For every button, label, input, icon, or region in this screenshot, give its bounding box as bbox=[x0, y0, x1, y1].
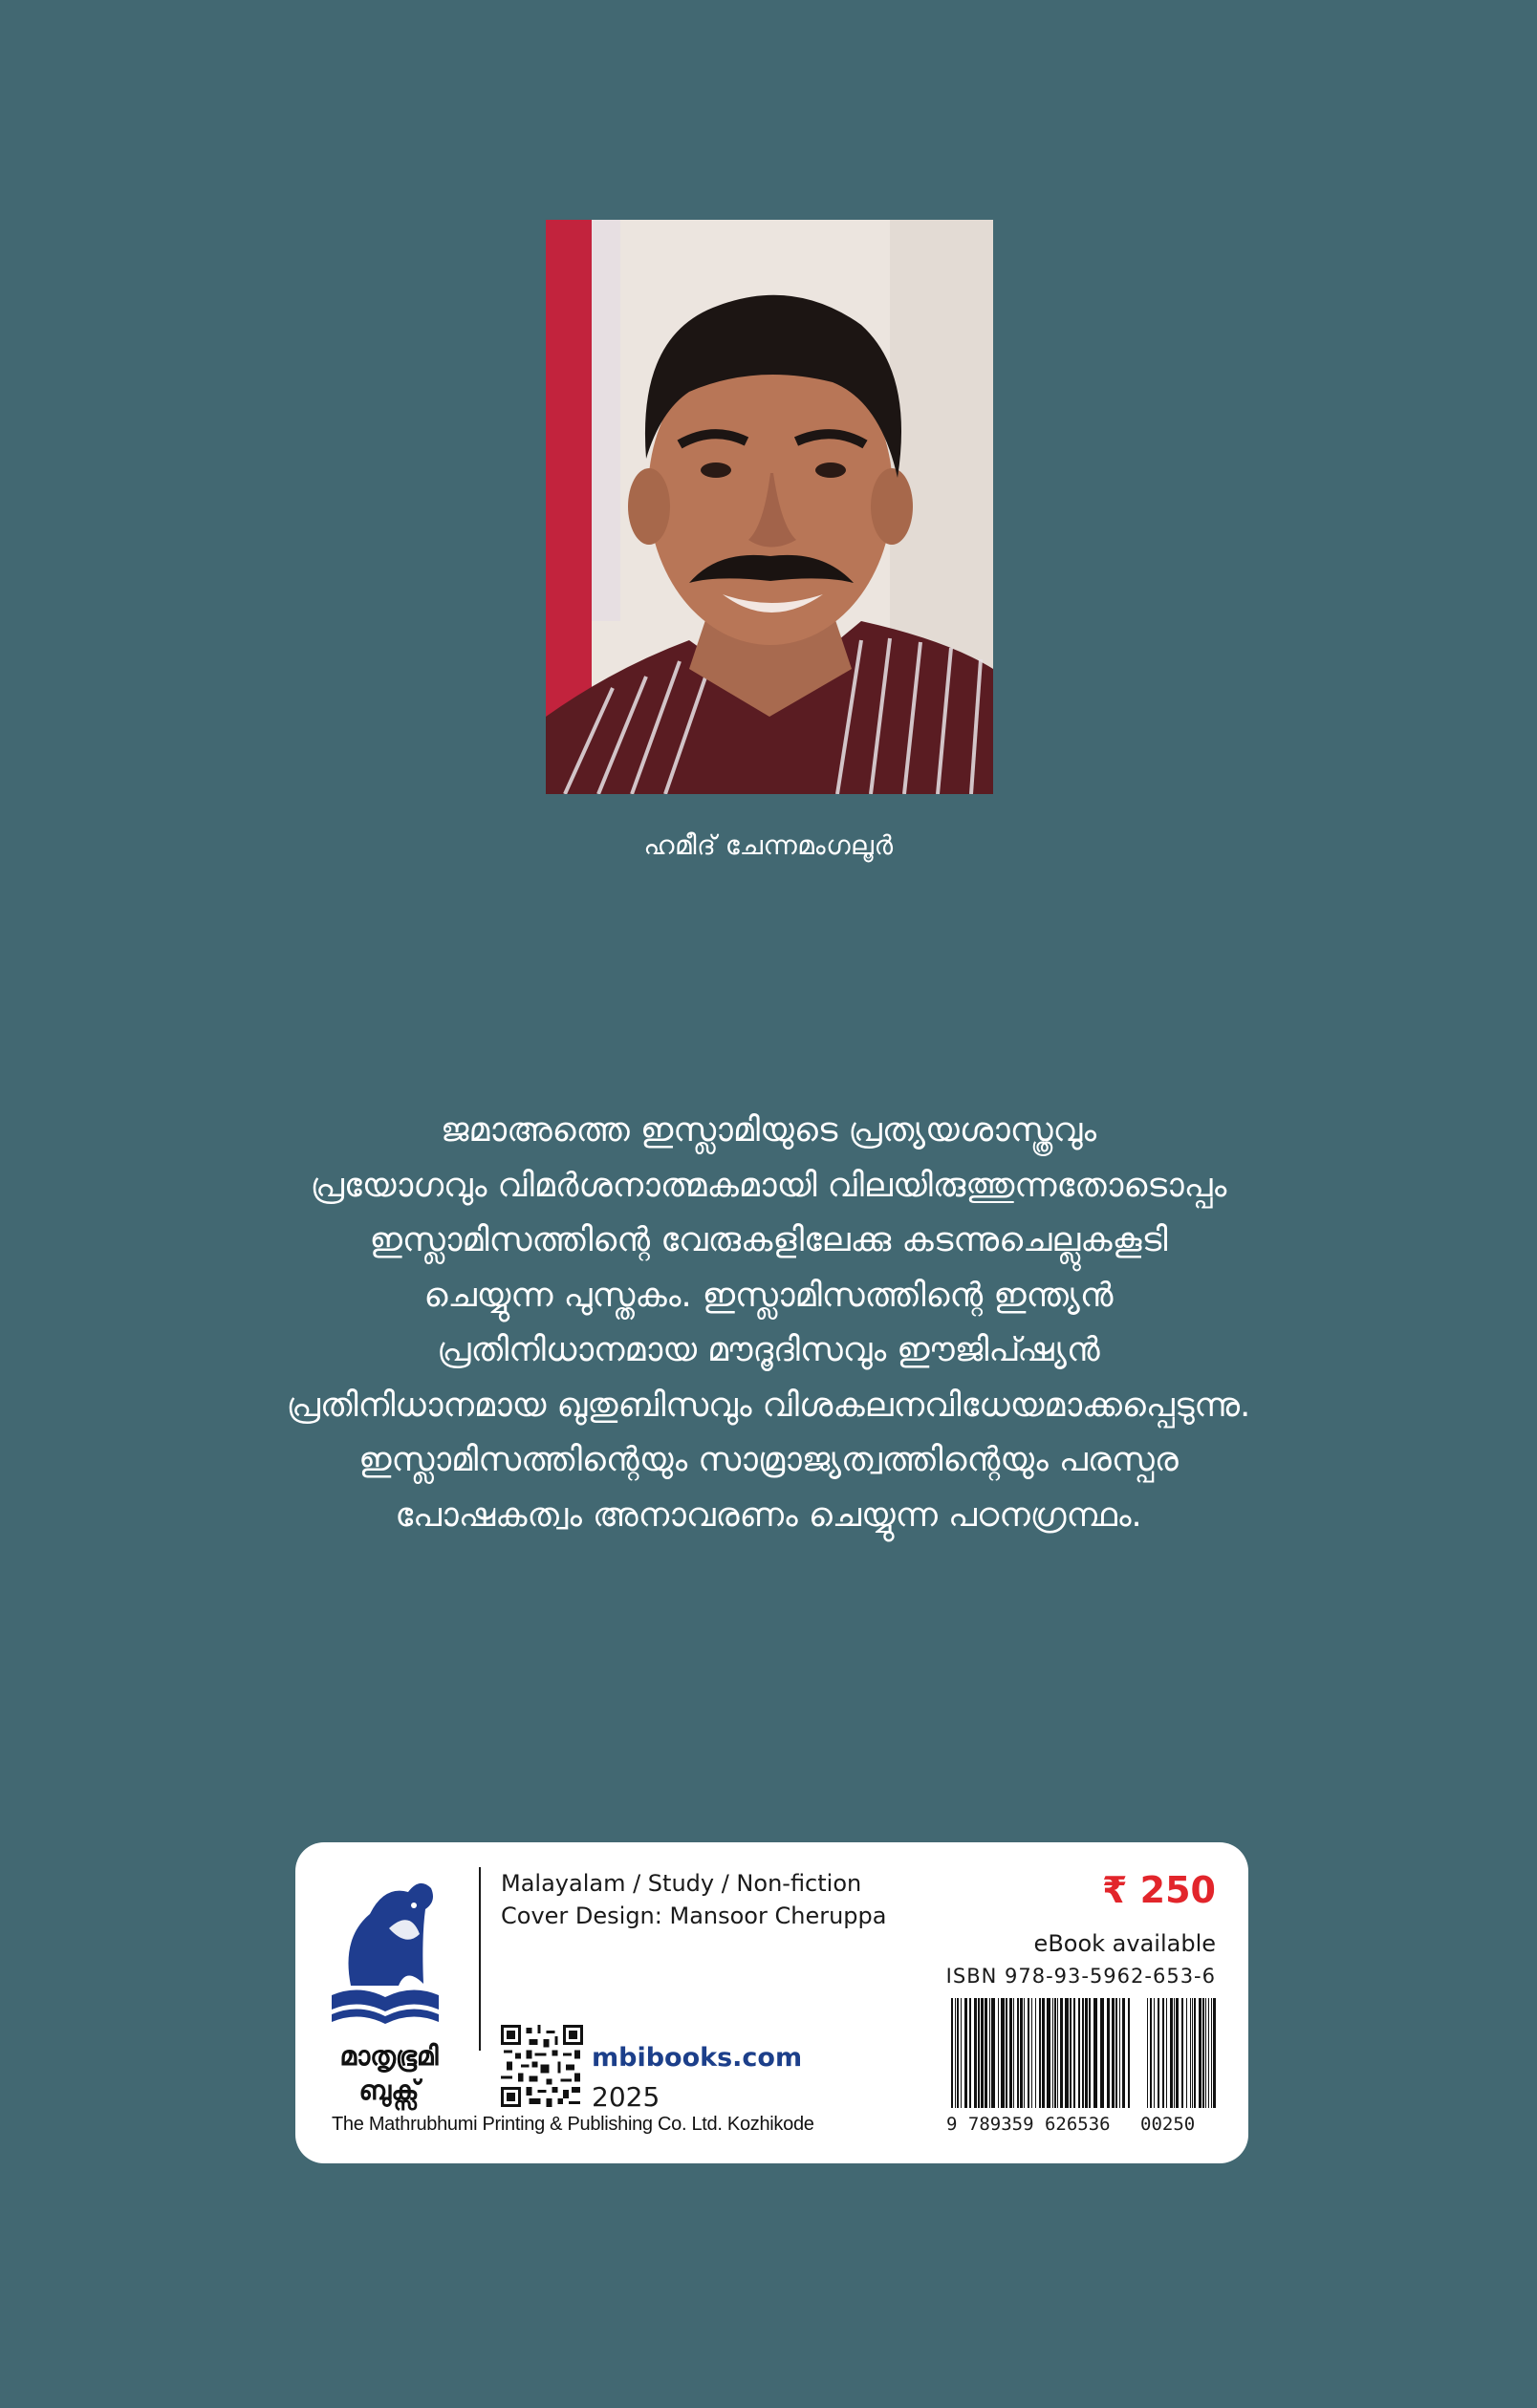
cover-design-credit: Cover Design: Mansoor Cheruppa bbox=[501, 1903, 887, 1929]
barcode-addon-number: 00250 bbox=[1140, 2114, 1196, 2135]
blurb-line: ജമാഅത്തെ ഇസ്ലാമിയുടെ പ്രത്യയശാസ്ത്രവും bbox=[440, 1111, 1097, 1150]
barcode-number: 9 789359 626536 bbox=[946, 2114, 1111, 2135]
info-panel bbox=[295, 1842, 1248, 2163]
barcode-icon bbox=[951, 1998, 1216, 2108]
category: Malayalam / Study / Non-fiction bbox=[501, 1870, 862, 1897]
book-meta bbox=[501, 1867, 886, 1932]
publisher-logo-text bbox=[313, 2039, 465, 2108]
website-link[interactable]: mbibooks.com bbox=[592, 2043, 803, 2073]
blurb-line: ഇസ്ലാമിസത്തിന്റെ വേരുകളിലേക്കു കടന്നുചെല്ലുകകൂടി bbox=[369, 1221, 1168, 1259]
blurb-line: പോഷകത്വം അനാവരണം ചെയ്യുന്ന പഠനഗ്രന്ഥം. bbox=[395, 1495, 1142, 1535]
logo-line-1: മാതൃഭൂമി bbox=[339, 2040, 439, 2072]
divider bbox=[479, 1867, 481, 2051]
blurb-line: പ്രതിനിധാനമായ ഖുതുബിസവും വിശകലനവിധേയമാക്കപ്പെടുന്നു. bbox=[286, 1386, 1251, 1425]
blurb-line: പ്രയോഗവും വിമര്‍ശനാത്മകമായി വിലയിരുത്തുന്നതോടൊപ്പം bbox=[310, 1166, 1227, 1205]
blurb-line: പ്രതിനിധാനമായ മൗദൂദിസവും ഈജിപ്ഷ്യന്‍ bbox=[437, 1331, 1100, 1369]
price: ₹ 250 bbox=[1102, 1869, 1216, 1911]
blurb-line: ഇസ്ലാമിസത്തിന്റെയും സാമ്രാജ്യത്വത്തിന്റെയും പരസ്പര bbox=[358, 1441, 1179, 1479]
logo-line-2: ബുക്സ് bbox=[358, 2075, 420, 2106]
isbn: ISBN 978-93-5962-653-6 bbox=[945, 1965, 1216, 1988]
publication-year: 2025 bbox=[592, 2081, 660, 2113]
blurb-line: ചെയ്യുന്ന പുസ്തകം. ഇസ്ലാമിസത്തിന്റെ ഇന്ത്യന്‍ bbox=[423, 1276, 1114, 1315]
ebook-availability: eBook available bbox=[1033, 1930, 1216, 1957]
author-name: ഹമീദ് ചേന്നമംഗലൂര്‍ bbox=[643, 829, 894, 861]
publisher-name: The Mathrubhumi Printing & Publishing Co. Ltd. Kozhikode bbox=[332, 2114, 814, 2135]
blurb bbox=[153, 1104, 1384, 1543]
qr-code-icon bbox=[501, 2025, 583, 2107]
author-photo bbox=[546, 220, 993, 794]
